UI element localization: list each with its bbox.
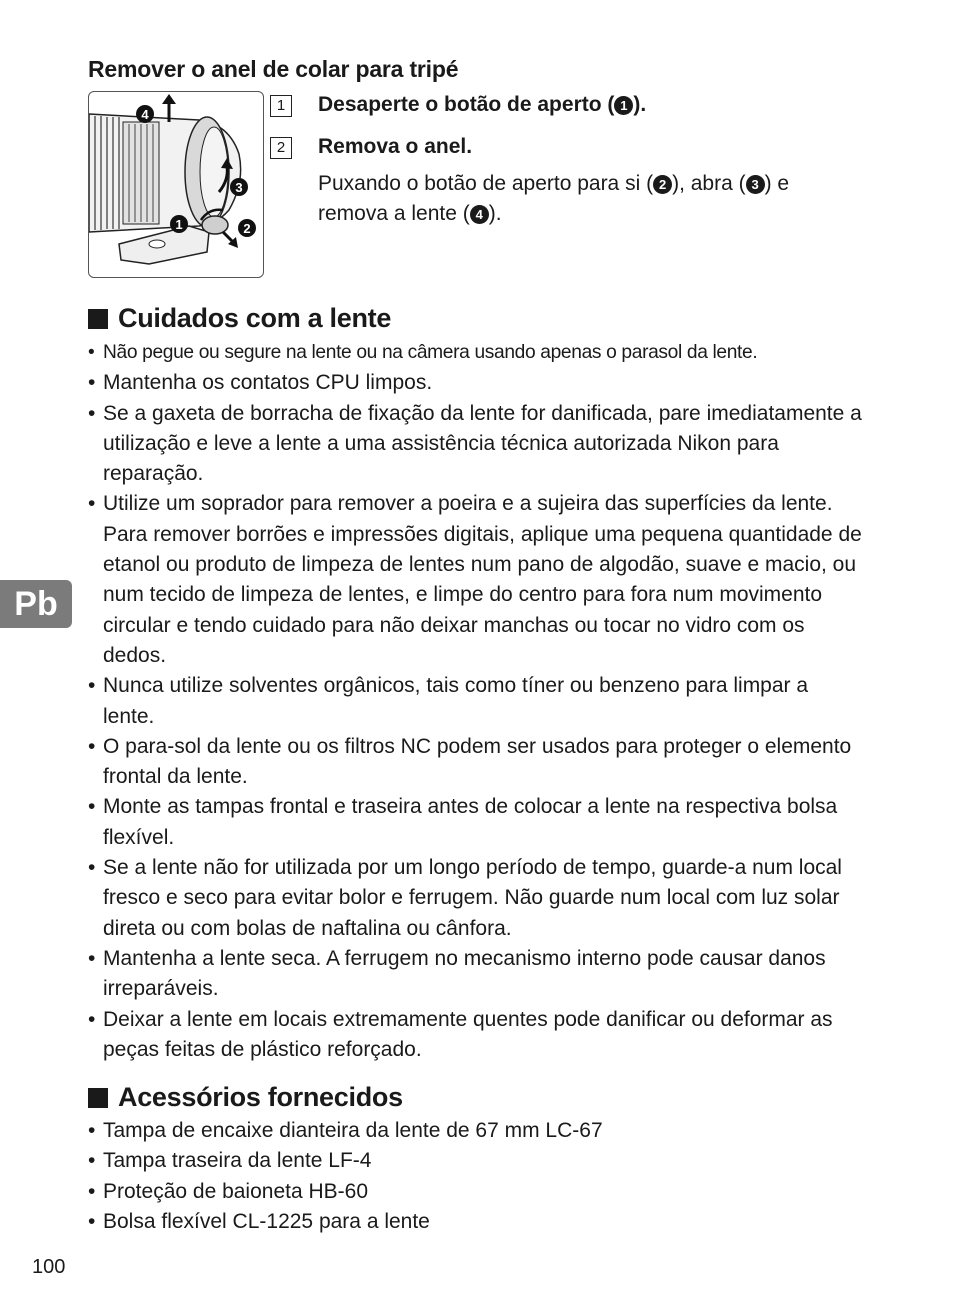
callout-number: 4: [470, 205, 489, 224]
list-item: • Se a lente não for utilizada por um longo período de tempo, guarde-a num local fresco e seco para evitar bolor e ferrugem. Não guarde num local com luz solar direta ou com bolas de naftalina ou cânfora.: [88, 853, 863, 944]
lens-diagram: [89, 92, 263, 277]
list-item: • Tampa de encaixe dianteira da lente de 67 mm LC-67: [88, 1116, 863, 1146]
care-heading: [88, 303, 391, 334]
step-title: [318, 93, 646, 117]
lens-illustration: [88, 91, 264, 278]
list-item: • Não pegue ou segure na lente ou na câmera usando apenas o parasol da lente.: [88, 338, 863, 368]
step-body-text: ).: [488, 202, 502, 225]
callout-number: 3: [746, 175, 765, 194]
page-number: 100: [32, 1256, 66, 1278]
list-item: • Se a gaxeta de borracha de fixação da lente for danificada, pare imediatamente a utilização e leve a lente a uma assistência técnica autorizada Nikon para reparação.: [88, 399, 863, 490]
step-title-end: ).: [633, 93, 647, 116]
square-bullet-icon: [88, 309, 108, 329]
list-item: • Mantenha os contatos CPU limpos.: [88, 368, 863, 398]
care-heading-text: Cuidados com a lente: [118, 303, 392, 333]
step-title: Remova o anel.: [318, 135, 473, 158]
step-body-text: ) e remova a lente (: [318, 172, 790, 225]
list-item: • O para-sol da lente ou os filtros NC podem ser usados para proteger o elemento frontal da lente.: [88, 732, 863, 793]
language-tab: Pb: [0, 580, 72, 628]
list-item: • Deixar a lente em locais extremamente quentes pode danificar ou deformar as peças feitas de plástico reforçado.: [88, 1005, 863, 1066]
square-bullet-icon: [88, 1088, 108, 1108]
list-item: • Bolsa flexível CL-1225 para a lente: [88, 1207, 863, 1237]
care-list: [88, 338, 863, 1065]
callout-number: 2: [653, 175, 672, 194]
callout-1: 1: [175, 217, 183, 232]
list-item: • Tampa traseira da lente LF-4: [88, 1146, 863, 1176]
accessories-list: [88, 1116, 863, 1237]
list-item: • Proteção de baioneta HB-60: [88, 1177, 863, 1207]
callout-2: 2: [243, 221, 251, 236]
step-number: 1: [270, 95, 292, 117]
step-body-text: Puxando o botão de aperto para si (: [318, 172, 654, 195]
step-body: [318, 169, 858, 229]
list-item: • Nunca utilize solventes orgânicos, tais como tíner ou benzeno para limpar a lente.: [88, 671, 863, 732]
accessories-heading-text: Acessórios fornecidos: [118, 1082, 403, 1112]
accessories-heading: [88, 1082, 403, 1113]
list-item: • Utilize um soprador para remover a poeira e a sujeira das superfícies da lente. Para remover borrões e impressões digitais, aplique uma pequena quantidade de etanol ou produto de limpeza de lentes num pano de algodão, suave e macio, ou num tecido de limpeza de lentes, e limpe do centro para fora num movimento circular e tendo cuidado para não deixar manchas ou tocar no vidro com os dedos.: [88, 489, 863, 671]
callout-4: 4: [141, 107, 149, 122]
step-number: 2: [270, 137, 292, 159]
list-item: • Monte as tampas frontal e traseira antes de colocar a lente na respectiva bolsa flexível.: [88, 792, 863, 853]
step-title-text: Desaperte o botão de aperto (: [318, 93, 615, 116]
step-body-text: ), abra (: [672, 172, 746, 195]
callout-3: 3: [235, 180, 243, 195]
callout-number: 1: [614, 96, 633, 115]
list-item: • Mantenha a lente seca. A ferrugem no mecanismo interno pode causar danos irreparáveis.: [88, 944, 863, 1005]
section-subheading: Remover o anel de colar para tripé: [88, 56, 459, 82]
